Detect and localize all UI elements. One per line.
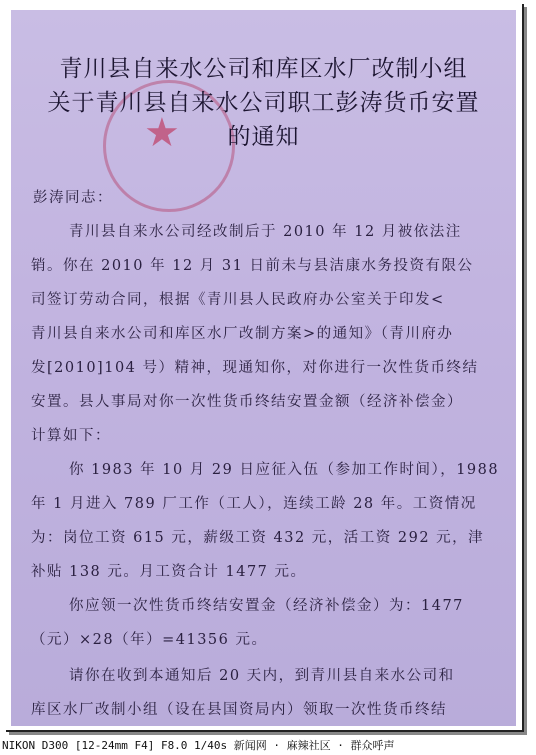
photo-caption: NIKON D300 [12-24mm F4] F8.0 1/40s 新闻网 · 麻辣社区 · 群众呼声: [0, 737, 536, 755]
body-line: 年 1 月进入 789 厂工作（工人），连续工龄 28 年。工资情况: [31, 496, 477, 512]
body-line: 发[2010]104 号）精神，现通知你，对你进行一次性货币终结: [31, 360, 479, 376]
seal-star-icon: ★: [144, 110, 180, 156]
document-paper: [11, 10, 516, 726]
body-line: 安置。县人事局对你一次性货币终结安置金额（经济补偿金）: [31, 394, 463, 410]
body-line: 司签订劳动合同，根据《青川县人民政府办公室关于印发<: [31, 292, 445, 308]
title-line-2: 关于青川县自来水公司职工彭涛货币安置: [47, 90, 480, 116]
body-line: 销。你在 2010 年 12 月 31 日前未与县洁康水务投资有限公: [31, 258, 474, 274]
body-line: 你 1983 年 10 月 29 日应征入伍（参加工作时间），1988: [69, 462, 500, 478]
body-line: 青川县自来水公司和库区水厂改制方案>的通知》（青川府办: [31, 326, 454, 342]
body-line: 计算如下：: [31, 428, 111, 444]
body-line: 青川县自来水公司经改制后于 2010 年 12 月被依法注: [69, 224, 462, 240]
body-line: 补贴 138 元。月工资合计 1477 元。: [31, 564, 307, 580]
body-line: （元）×28（年）=41356 元。: [31, 632, 268, 648]
salutation: 彭涛同志：: [33, 190, 113, 206]
title-line-1: 青川县自来水公司和库区水厂改制小组: [59, 56, 468, 82]
body-line: 库区水厂改制小组（设在县国资局内）领取一次性货币终结: [31, 702, 447, 718]
body-line: 请你在收到本通知后 20 天内，到青川县自来水公司和: [69, 668, 455, 684]
body-line: 你应领一次性货币终结安置金（经济补偿金）为：1477: [69, 598, 464, 614]
body-line: 为：岗位工资 615 元，薪级工资 432 元，活工资 292 元，津: [31, 530, 485, 546]
title-line-3: 的通知: [227, 124, 300, 150]
